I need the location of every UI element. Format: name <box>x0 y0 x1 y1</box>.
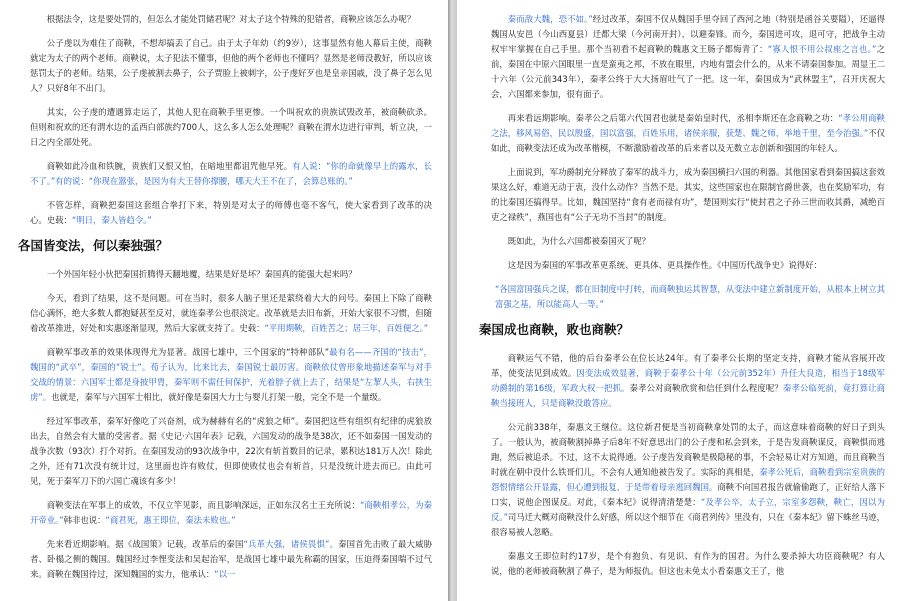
body-text: 既如此，为什么六国都被秦国灭了呢？ <box>507 236 651 246</box>
body-text: 根据法令，这是要处罚的，但怎么才能处罚储君呢？对太子这个特殊的犯错者，商鞅应该怎么办呢？ <box>46 14 416 24</box>
left-page-paragraphs-2 <box>30 267 432 582</box>
body-text: 商鞅如此冷血和铁腕，贵族们又恨又怕，在暗地里都诅咒他早死。 <box>46 161 293 171</box>
paragraph <box>491 549 885 579</box>
body-text: 韩非也说： <box>63 515 106 525</box>
paragraph <box>30 291 432 336</box>
body-text: 不仅如此，商鞅变法还成为改革楷模，不断激励着改革的后来者以及无数立志创新和强国的年轻人。 <box>491 128 886 153</box>
right-page-paragraphs <box>491 12 885 312</box>
body-text: 上面说到，军功爵制充分释放了秦军的战斗力，成为秦国横扫六国的利器。其他国家看到秦国搞这套效果这么好，难道无动于衷，没什么动作？当然不是。其实，这些国家也在限制官爵世袭，也在奖励军功，有的比秦国还搞得早。比如，魏国坚持“食有老而禄有功”，楚国则实行“使封君之子孙三世而收其爵，减绝百吏之禄秩”，燕国也有“公子无功不当封”的制度。 <box>491 167 885 222</box>
paragraph <box>30 537 432 582</box>
section-heading-shangyang: 秦国成也商鞅，败也商鞅？ <box>479 322 630 337</box>
body-text: 之前，秦国在中原六国眼里一直是蛮夷之邦，不放在眼里，内地有盟会什么的，从来不请秦国参加。周显王二十六年（公元前343年），秦孝公终于大大扬眉吐气了一把。这一年，秦国成为“武林盟主”，召开庆祝大会，六国都来参加，很有面子。 <box>491 44 886 99</box>
body-text: 经过军事改革，秦军好像吃了兴奋剂，成为赫赫有名的“虎狼之师”。秦国把这些有组织有纪律的虎狼放出去，自然会有大量的受害者。据《史记·六国年表》记载，六国发动的战争是38次，还不如秦国一国发动的战争次数（93次）打个对折。在秦国发动的93次战争中，22次有斩首数目的记录，累积达181万人次！除此之外，还有71次没有统计过，这里面也许有败仗，但即使败仗也会有斩首，只是没统计进去而已。由此可见，死于秦军刀下的六国亡魂该有多少！ <box>30 416 432 486</box>
paragraph <box>491 258 885 273</box>
right-page-paragraphs-2 <box>491 351 885 579</box>
blue-quote-text: “兵革大强，诸侯畏惧”。 <box>243 539 339 549</box>
body-text: 商鞅不向国君报告就偷偷跑了，正好给人落下口实，说他企图谋反。对此，《秦本纪》说得清清楚楚： <box>491 482 885 507</box>
blue-quote-text: “以一 <box>214 569 236 579</box>
left-page-paragraphs <box>30 12 432 228</box>
paragraph <box>491 282 885 312</box>
body-text: 经过改革，秦国不仅从魏国手里夺回了西河之地（特别是函谷关要隘），还逼得魏国从安邑（今山西夏县）迁都大梁（今河南开封），以避秦锋。而今，秦国进可攻，退可守，把战争主动权牢牢掌握在自己手里。那个当初看不起商鞅的魏惠文王肠子都悔青了： <box>491 14 885 54</box>
blue-quote-text: “平用期鞅，百姓苦之；居三年，百姓便之。” <box>264 323 429 333</box>
body-text: 其实，公子虔的遭遇算走运了，其他人犯在商鞅手里更惨。一个叫祝欢的贵族试毁改革，被商鞅砍杀。但则和祝欢的还有渭水边的孟西白部族约700人，这么多人怎么处理呢？商鞅在渭水边进行审判，斩立决，一日之内全部处死。 <box>30 107 432 147</box>
body-text: 商鞅变法在军事上的成效，不仅立竿见影，而且影响深远，正如东汉名士王充所说： <box>46 500 360 510</box>
body-text: 秦孝公对商鞅欣赏和信任到什么程度呢？ <box>629 383 783 393</box>
paragraph <box>30 414 432 489</box>
body-text: 不管怎样，商鞅把秦国这套组合拳打下来，特别是对太子的师傅也毫不客气，使大家看到了改革的决心。史载： <box>30 200 432 225</box>
blue-quote-text: 秦孝公临死前，竟打算让商鞅当接班人，只是商鞅没敢答应。 <box>491 383 886 408</box>
paragraph <box>491 234 885 249</box>
body-text: 秦惠文王即位时约17岁，是个有抱负、有见识、有作为的国君。为什么要杀掉大功臣商鞅呢？有人说，他的老师被商鞅割了鼻子，是为师报仇。但这也未免太小看秦惠文王了，他 <box>491 551 885 576</box>
body-text: 秦国首先击败了最大威胁者、卧榻之侧的魏国。魏国经过李悝变法和吴起治军，是战国七雄中最先称霸的国家，压迫得秦国喘不过气来。商鞅在魏国待过，深知魏国的实力，他承认： <box>30 539 433 579</box>
paragraph <box>491 111 885 156</box>
paragraph <box>30 36 432 96</box>
book-gutter <box>448 0 457 601</box>
body-text: 这是因为秦国的军事改革更系统、更具体、更具操作性。《中国历代战争史》说得好： <box>507 260 822 270</box>
paragraph <box>491 351 885 411</box>
left-page <box>0 0 448 601</box>
blue-quote-text: “明日，秦人皆趋令。” <box>71 215 152 225</box>
blue-quote-text: 因变法成效显著，商鞅于秦孝公十年（公元前352年）升任大良造，相当于18级军功爵制的第16级，军政大权一把抓。 <box>491 368 886 393</box>
blue-quote-text: “商鞅相孝公，为秦开帝业。” <box>30 500 433 525</box>
paragraph <box>491 165 885 225</box>
section-heading-reform: 各国皆变法，何以秦独强？ <box>18 238 169 253</box>
blue-quote-text: “孝公用商鞅之法，移风易俗，民以殷盛，国以富强，百姓乐用，诸侯亲服，获楚、魏之师，举地千里，至今治强。” <box>491 113 886 138</box>
body-text: 再来看远期影响。秦孝公之后第六代国君也就是秦始皇时代，丞相李斯还在念商鞅之功： <box>507 113 839 123</box>
blue-quote-text: 最有名——齐国的“技击”，魏国的“武卒”，秦国的“锐士”。荀子认为，比来比去，秦国锐士最厉害。商鞅依仗曾形象地描述秦军与对手交战的情景：六国军士都是身披甲胄，秦军则不需任何保护，光着脖子就上去了，结果是“左挈人头，右挟生虏”。 <box>30 347 432 402</box>
body-text: 商鞅军事改革的效果体现得尤为显著。战国七雄中，三个国家的“特种部队” <box>46 347 330 357</box>
paragraph <box>491 12 885 102</box>
blue-quote-text: “商君死，惠王即位，秦法未败也。” <box>105 515 236 525</box>
body-text: 一个外国年轻小伙把秦国折腾得天翻地覆，结果是好是坏？秦国真的能强大起来吗？ <box>46 269 357 279</box>
body-text: 也就是，秦军与六国军士相比，就好像是秦国大力士与婴儿打架一般，完全不是一个量级。 <box>51 392 387 402</box>
paragraph <box>30 105 432 150</box>
body-text: 司马迁大概对商鞅没什么好感，所以这个细节在《商君列传》里没有，只在《秦本纪》留下蛛丝马迹，很容易被人忽略。 <box>491 512 885 537</box>
paragraph <box>30 267 432 282</box>
blue-quote-text: “寡人恨不用公叔座之言也。” <box>767 44 877 54</box>
blue-quote-text: 秦孝公死后，商鞅看到宗室贵族的怨恨情绪公开显露，但心遭到报复，于是带着母亲逃回魏国。 <box>491 467 886 492</box>
paragraph <box>30 159 432 189</box>
blue-quote-text: 有人说：“你的命就像早上的露水，长不了。”有的说：“你现在嚣张，是因为有大王替你撑腰，哪天大王不在了，会算总账的。” <box>30 161 433 186</box>
blue-quote-text: “及孝公卒，太子立，宗室多怨鞅，鞅亡，因以为反。” <box>491 497 885 522</box>
paragraph <box>30 198 432 228</box>
body-text: 公元前338年，秦惠文王继位。这位新君便是当初商鞅拿处罚的太子，而这意味着商鞅的好日子到头了。一般认为，被商鞅割掉鼻子后8年不好意思出门的公子虔和私会到来，于是告发商鞅谋反，商鞅惧而逃跑，然后被追杀。不过，这不太说得通。公子虔告发商鞅是极隐秘的事，不会轻易让对方知道，而且商鞅当时就在朝中没什么铁哥们儿，不会有人通知他被告发了。实际的真相是， <box>491 422 885 477</box>
blue-quote-text: “各国富国强兵之谋，都在旧制度中打转，而商鞅独运其智慧，从变法中建立新制度开始，从根本上树立其富强之基，所以能高人一等。” <box>495 284 885 309</box>
paragraph <box>491 420 885 540</box>
right-page <box>457 0 899 601</box>
body-text: 公子虔以为难住了商鞅，不想却搞丢了自己。由于太子年幼（约9岁），这事显然有他人幕后主使，商鞅就定为太子的两个老师。商鞅说，太子犯法不懂事，但他的两个老师也不懂吗？显然是老师没教好，所以应该惩罚太子的老师。结果，公子虔被割去鼻子，公子贾脸上被刺字，公子虔好歹也是皇亲国戚，没了鼻子怎么见人？只好8年不出门。 <box>30 38 432 93</box>
body-text: 先来看近期影响。据《战国策》记载，改革后的秦国 <box>46 539 244 549</box>
blue-quote-text: 秦而敌大魏，恐不如。” <box>507 14 593 24</box>
body-text: 商鞅运气不错，他的后台秦孝公在位长达24年。有了秦孝公长期的坚定支持，商鞅才能从容展开改革，使变法见到成效。 <box>491 353 885 378</box>
paragraph <box>30 498 432 528</box>
paragraph <box>30 12 432 27</box>
paragraph <box>30 345 432 405</box>
body-text: 今天，看到了结果，这不是问题。可在当时，很多人脑子里还是萦绕着大大的问号。秦国上下除了商鞅信心满怀，绝大多数人都抱疑甚至反对，就连秦孝公也很淡定。改革就是去旧布新，开始大家很不习惯，但随着改革推进，好处和实惠逐渐显现，然后大家就支持了。史载： <box>30 293 432 333</box>
